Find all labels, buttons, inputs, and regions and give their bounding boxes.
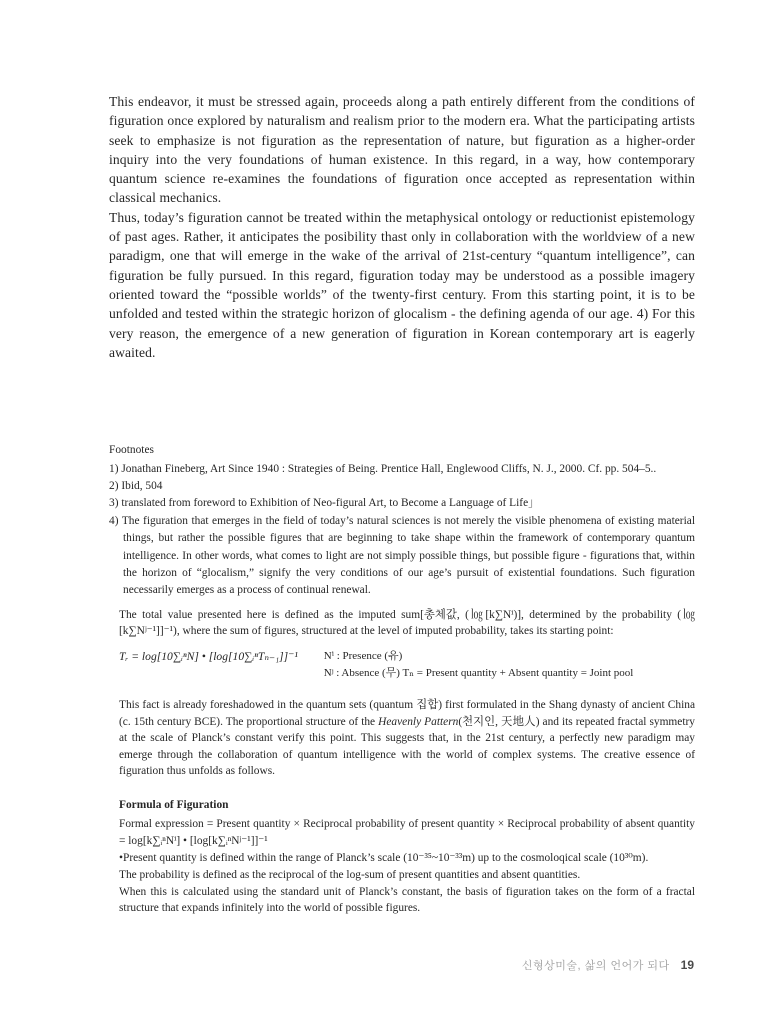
footnote-1-text: Jonathan Fineberg, Art Since 1940 : Strategies of Being. Prentice Hall, Englewood Cliffs, N. J., 2000. Cf. pp. 504–5..: [121, 462, 657, 475]
body-paragraph-2: Thus, today’s figuration cannot be treated within the metaphysical ontology or reductionist epistemology of past ages. Rather, it anticipates the posibility thast only in collaboration with the worldview of a new paradigm, one that will emerge in the wake of the arrival of 21st-century “quantum intelligence”, can figuration be fully pursued. In this regard, figuration today may be understood as a possible imagery oriented toward the “possible worlds” of the twenty-first century. From this starting point, it is to be unfolded and tested within the strategic horizon of glocalism - the defining agenda of our age. 4) For this very reason, the emergence of a new generation of figuration in Korean contemporary art is eagerly awaited.: [109, 209, 695, 360]
legend-absence: Nʲ : Absence (무) Tₙ = Present quantity + Absent quantity = Joint pool: [323, 667, 634, 679]
footnote-4-detail: [109, 607, 695, 780]
present-quantity-bullet: •Present quantity is defined within the range of Planck’s scale (10⁻³⁵~10⁻³³m) up to the cosmoloqical scale (10³⁰m).: [119, 851, 649, 864]
total-value-paragraph: The total value presented here is defined as the imputed sum[총체값, (㏒[k∑Nⁱ)], determined by the probability (㏒[k∑Nʲ⁻¹]]⁻¹), where the sum of figures, structured at the level of imputed probability, takes its starting point:: [119, 608, 695, 638]
footer-running-title: 신형상미술, 삶의 언어가 되다: [521, 960, 670, 972]
page-footer: [522, 957, 694, 973]
footnote-4: [109, 513, 695, 600]
quantum-sets-post: (천지인, 天地人) and its repeated fractal symmetry at the scale of Planck’s constant verify this point. This suggests that, in the 21st century, a perfectly new paradigm may emerge through the collaboration of quantum intelligence with the world of complex systems. The creative essence of figuration thus unfolds as follows.: [119, 715, 696, 778]
formula-legend: [324, 648, 634, 682]
text-block: [109, 92, 695, 917]
footnote-2: [109, 478, 695, 495]
footnote-4-text: The figuration that emerges in the field of today’s natural sciences is not merely the visible phenomena of existing material things, but rather the possible figures that are beginning to take shape within the framework of contemporary quantum intelligence. In other words, what comes to light are not simply possible things, but possible figure - figurations that, within the horizon of “glocalism,” signify the very conditions of our age’s pursuit of existential foundations. Such figuration necessarily emerges as a process of continual renewal.: [121, 514, 695, 597]
footnote-2-text: Ibid, 504: [121, 479, 163, 492]
heavenly-pattern-title: Heavenly Pattern: [378, 715, 459, 728]
footnote-4-marker: 4): [109, 514, 119, 527]
formula-of-figuration-section: [109, 797, 695, 917]
probability-definition-line: The probability is defined as the reciprocal of the log-sum of present quantities and absent quantities.: [119, 868, 581, 881]
formal-expression-line: Formal expression = Present quantity × Reciprocal probability of present quantity × Reciprocal probability of absent quantity = log[k∑ᵢⁿNⁱ] • [log[k∑ᵢⁿNʲ⁻¹]]⁻¹: [119, 818, 695, 848]
fractal-structure-line: When this is calculated using the standard unit of Planck’s constant, the basis of figuration takes on the form of a fractal structure that expands infinitely into the world of possible figures.: [119, 885, 695, 915]
footnote-2-marker: 2): [109, 479, 119, 492]
footnotes-section: [109, 442, 695, 917]
footnote-3-marker: 3): [109, 497, 119, 510]
formula-section-heading: Formula of Figuration: [119, 798, 229, 811]
body-paragraph-1: This endeavor, it must be stressed again, proceeds along a path entirely different from the conditions of figuration once explored by naturalism and realism prior to the modern era. What the participating artists seek to emphasize is not figuration as the representation of nature, but figuration as a higher-order inquiry into the very foundations of human existence. In this regard, in a way, how contemporary quantum science re-examines the foundations of figuration once accepted as representation within classical mechanics.: [109, 94, 695, 206]
footnotes-heading: Footnotes: [109, 444, 154, 457]
quantum-sets-paragraph: [119, 697, 695, 780]
footnote-3: [109, 495, 695, 512]
formula-row: [119, 648, 695, 682]
total-value-formula: Tᵣ = log[10∑ᵢⁿN] • [log[10∑ᵢⁿTₙ₋₁]]⁻¹: [119, 650, 298, 663]
quantum-sets-pre: This fact is already foreshadowed in the quantum sets (quantum 집합) first formulated in the Shang dynasty of ancient China (c. 15th century BCE). The proportional structure of the: [119, 699, 695, 728]
footer-page-number: 19: [680, 958, 694, 972]
footnote-3-text: translated from foreword to Exhibition of Neo-figural Art, to Become a Language of Life」: [121, 497, 540, 510]
footnote-1-marker: 1): [109, 462, 119, 475]
footnote-1: [109, 461, 695, 478]
legend-presence: Nⁱ : Presence (유): [323, 650, 403, 662]
